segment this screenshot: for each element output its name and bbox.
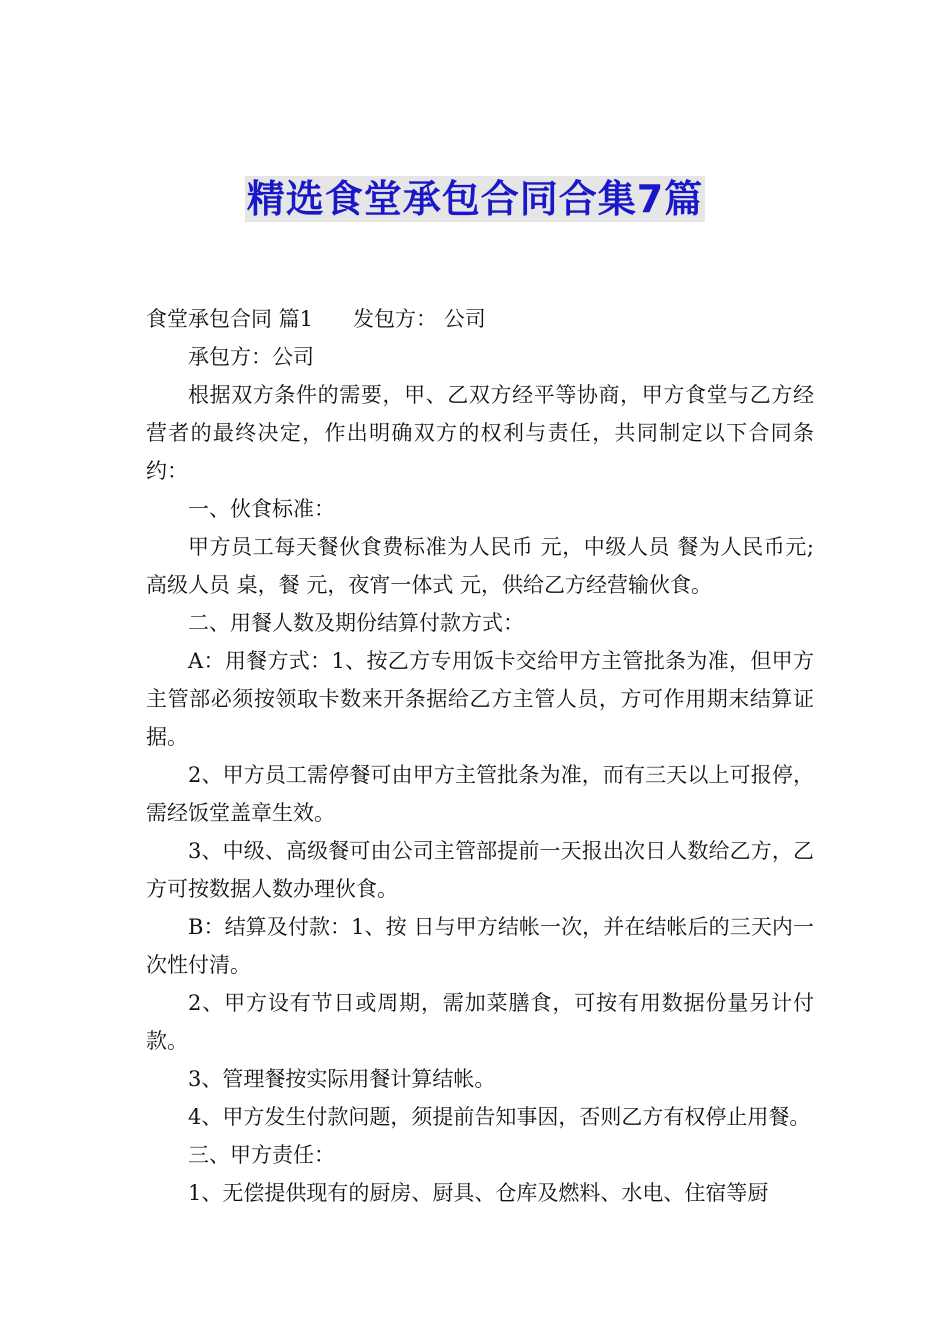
section-title: 食堂承包合同 篇1 <box>146 307 314 331</box>
first-line <box>146 300 814 338</box>
paragraph-b-3: 3、管理餐按实际用餐计算结帐。 <box>188 1067 496 1091</box>
paragraph-b-1: B：结算及付款：1、按 日与甲方结帐一次，并在结帐后的三天内一次性付清。 <box>146 915 814 977</box>
title-container <box>0 176 950 222</box>
document-body <box>146 300 814 1212</box>
paragraph-duty-1: 1、无偿提供现有的厨房、厨具、仓库及燃料、水电、住宿等厨 <box>188 1181 769 1205</box>
heading-settlement: 二、用餐人数及期份结算付款方式： <box>188 611 524 635</box>
paragraph-preamble: 根据双方条件的需要，甲、乙双方经平等协商，甲方食堂与乙方经营者的最终决定，作出明确双方的权利与责任，共同制定以下合同条约： <box>146 383 814 483</box>
paragraph-meal-standard: 甲方员工每天餐伙食费标准为人民币 元，中级人员 餐为人民币元;高级人员 桌，餐 元，夜宵一体式 元，供给乙方经营输伙食。 <box>146 535 814 597</box>
party-a-line: 发包方： 公司 <box>353 307 486 331</box>
paragraph-contractor: 承包方：公司 <box>188 345 314 369</box>
heading-meal-standard: 一、伙食标准： <box>188 497 335 521</box>
paragraph-a-3: 3、中级、高级餐可由公司主管部提前一天报出次日人数给乙方，乙方可按数据人数办理伙食。 <box>146 839 814 901</box>
heading-party-a-duties: 三、甲方责任： <box>188 1143 335 1167</box>
document-title: 精选食堂承包合同合集7篇 <box>246 177 704 221</box>
paragraph-b-4: 4、甲方发生付款问题，须提前告知事因，否则乙方有权停止用餐。 <box>188 1105 811 1129</box>
paragraph-b-2: 2、甲方设有节日或周期，需加菜膳食，可按有用数据份量另计付款。 <box>146 991 814 1053</box>
paragraph-a-2: 2、甲方员工需停餐可由甲方主管批条为准，而有三天以上可报停，需经饭堂盖章生效。 <box>146 763 814 825</box>
paragraph-a-1: A：用餐方式：1、按乙方专用饭卡交给甲方主管批条为准，但甲方主管部必须按领取卡数来开条据给乙方主管人员，方可作用期末结算证据。 <box>146 649 814 749</box>
